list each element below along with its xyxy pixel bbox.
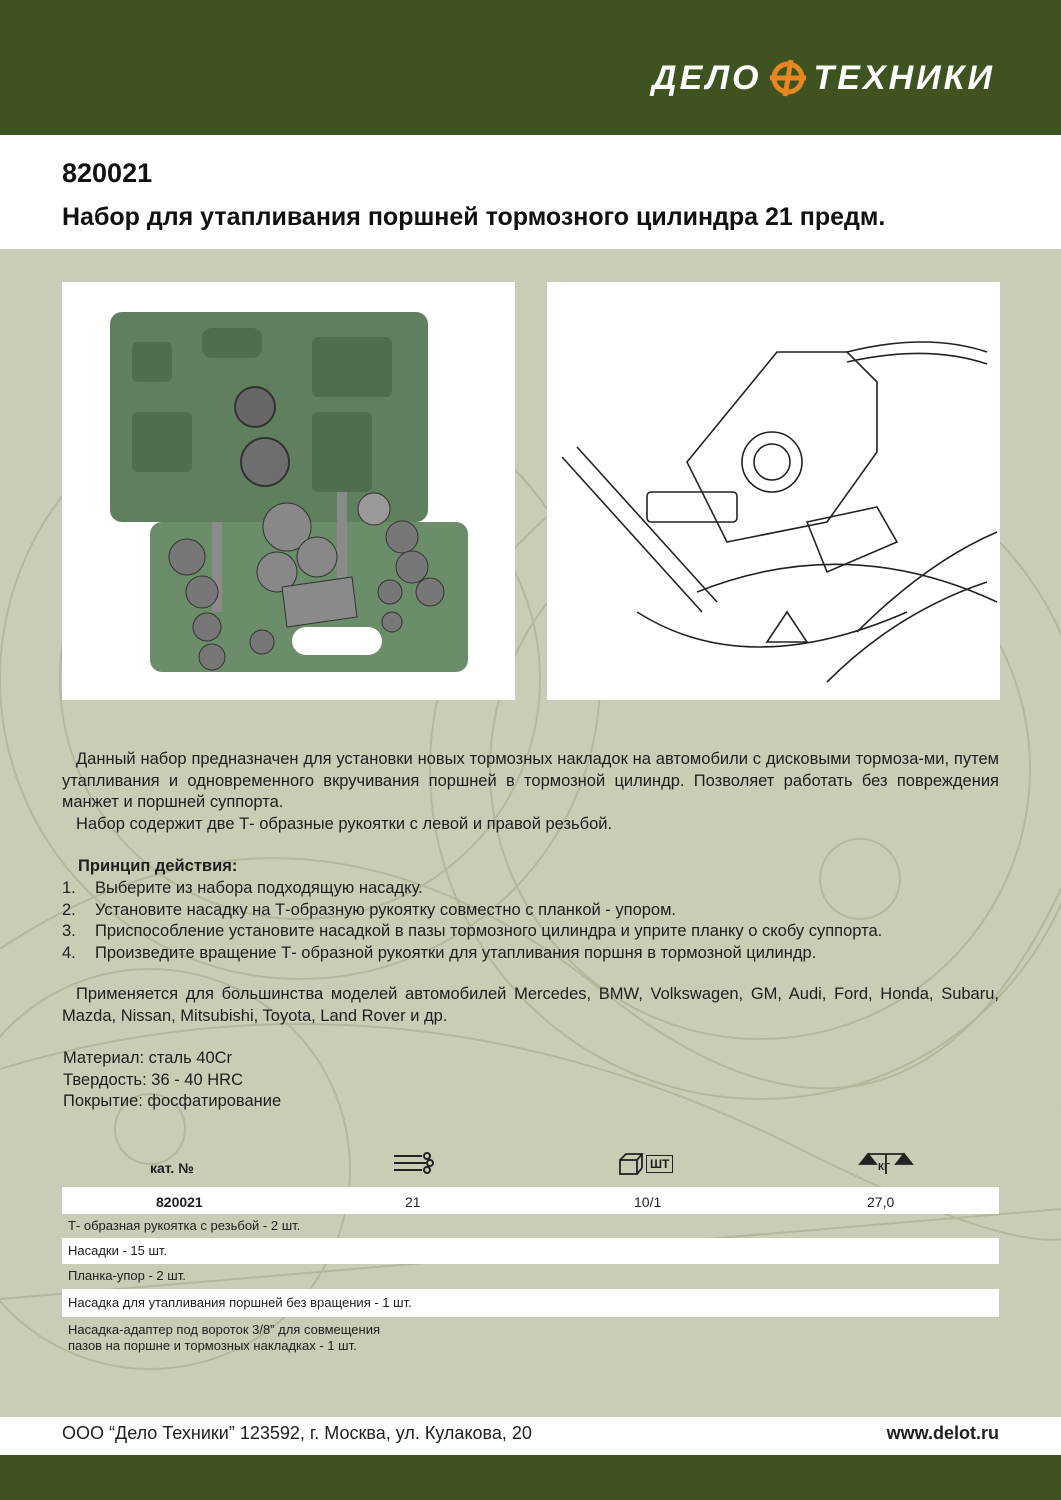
component-row: Планка-упор - 2 шт. xyxy=(68,1268,186,1283)
spec-hardness: Твердость: 36 - 40 HRC xyxy=(63,1070,243,1089)
pack-header xyxy=(618,1152,673,1176)
description-block xyxy=(62,749,999,835)
product-title: Набор для утапливания поршней тормозного цилиндра 21 предм. xyxy=(62,203,886,231)
adapter-line-2: пазов на поршне и тормозных накладках - 1 шт. xyxy=(68,1338,357,1353)
principle-title: Принцип действия: xyxy=(78,857,238,875)
kg-unit: КГ xyxy=(878,1162,890,1173)
company-address: ООО “Дело Техники” 123592, г. Москва, ул. Кулакова, 20 xyxy=(62,1423,532,1443)
component-row: Насадка для утапливания поршней без вращения - 1 шт. xyxy=(62,1289,999,1317)
product-photo xyxy=(62,282,515,700)
description-paragraph-1: Данный набор предназначен для установки новых тормозных накладок на автомобили с дисковыми тормоза-ми, путем утапливания и одновременного вкручивания поршней в тормозной цилиндр. Позволяет работать без повреждения манжет и поршней суппорта. xyxy=(62,750,999,811)
component-row: Т- образная рукоятка с резьбой - 2 шт. xyxy=(68,1218,301,1233)
box-icon xyxy=(618,1152,644,1176)
specs-block xyxy=(63,1048,281,1113)
row-pack: 10/1 xyxy=(634,1194,662,1210)
header-bar xyxy=(0,0,1061,135)
step-item: 2. Установите насадку на Т-образную рукоятку совместно с планкой - упором. xyxy=(62,900,677,919)
step-item: 1. Выберите из набора подходящую насадку. xyxy=(62,879,423,897)
description-paragraph-2: Набор содержит две Т- образные рукоятки с левой и правой резьбой. xyxy=(76,814,613,833)
website-link[interactable]: www.delot.ru xyxy=(886,1423,999,1443)
tools-count-icon xyxy=(392,1151,436,1175)
row-cat: 820021 xyxy=(156,1194,203,1210)
brand-right: ТЕХНИКИ xyxy=(813,58,995,97)
usage-illustration xyxy=(547,282,1000,700)
table-row xyxy=(62,1187,999,1214)
pcs-unit: ШТ xyxy=(646,1155,673,1173)
row-items: 21 xyxy=(405,1194,421,1210)
footer-bar xyxy=(0,1455,1061,1500)
brand-mark-icon xyxy=(768,58,808,98)
brake-caliper-drawing xyxy=(547,282,1000,700)
row-weight: 27,0 xyxy=(867,1194,895,1210)
spec-material: Материал: сталь 40Cr xyxy=(63,1049,233,1067)
component-row: Насадки - 15 шт. xyxy=(62,1238,999,1264)
table-header-cat: кат. № xyxy=(150,1160,194,1176)
adapter-line-1: Насадка-адаптер под вороток 3/8” для совмещения xyxy=(68,1322,381,1337)
product-code: 820021 xyxy=(62,158,153,188)
step-item: 4. Произведите вращение Т- образной рукоятки для утапливания поршня в тормозной цилиндр. xyxy=(62,943,817,962)
brand-left: ДЕЛО xyxy=(652,58,762,97)
weight-header xyxy=(858,1152,914,1176)
tool-case-image xyxy=(62,282,515,700)
step-item: 3. Приспособление установите насадкой в пазы тормозного цилиндра и уприте планку о скобу суппорта. xyxy=(62,922,883,940)
principle-steps xyxy=(62,878,999,964)
brand-logo[interactable] xyxy=(652,58,995,98)
usage-text: Применяется для большинства моделей автомобилей Mercedes, BMW, Volkswagen, GM, Audi, Ford, Honda, Subaru, Mazda, Nissan, Mitsubishi, Toyota, Land Rover и др. xyxy=(62,985,999,1025)
spec-coating: Покрытие: фосфатирование xyxy=(63,1092,282,1110)
component-row xyxy=(62,1322,999,1362)
